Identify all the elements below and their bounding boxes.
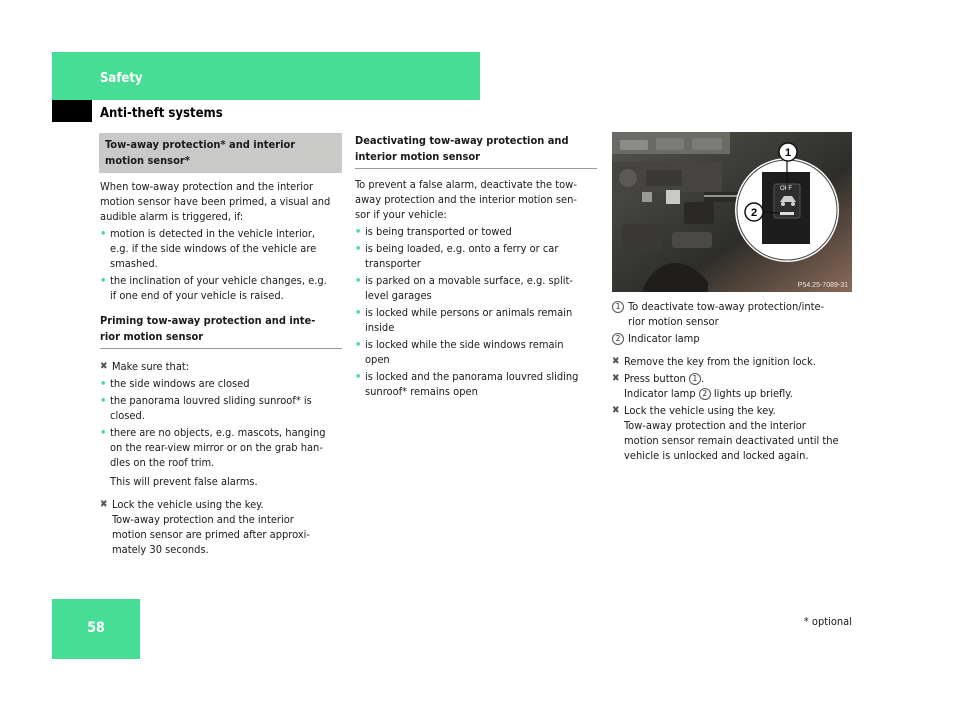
callout-2: 2: [750, 207, 758, 219]
bullet-item: • the panorama louvred sliding sunroof* is closed.: [100, 393, 342, 423]
intro-line: When tow-away protection and the interior: [100, 180, 314, 193]
intro-line: To prevent a false alarm, deactivate the tow-: [355, 178, 577, 191]
dashboard-photo: [612, 132, 852, 292]
legend-item: 1 To deactivate tow-away protection/inte- rior motion sensor: [612, 299, 854, 329]
tow-away-heading: Tow-away protection* and interior motion sensor*: [99, 133, 342, 173]
bullet-item: • motion is detected in the vehicle interior, e.g. if the side windows of the vehicle are smashed.: [100, 226, 342, 271]
step-item: ✖ Press button 1 . Indicator lamp 2 lights up briefly.: [612, 372, 793, 400]
column-right: [612, 299, 854, 463]
section-title: Safety: [100, 71, 143, 86]
bullet-item: • is locked while persons or animals remain inside: [355, 305, 597, 335]
column-left: [100, 133, 342, 557]
photo-code: P54.25-7089-31: [797, 282, 848, 289]
bullet-item: • is being loaded, e.g. onto a ferry or car transporter: [355, 241, 597, 271]
dashboard-illustration: [612, 132, 852, 292]
bullet-item: • the side windows are closed: [100, 376, 342, 391]
bullet-item: • the inclination of your vehicle changes, e.g. if one end of your vehicle is raised.: [100, 273, 342, 303]
intro-line: motion sensor have been primed, a visual and: [100, 195, 331, 208]
bullet-item: • is locked while the side windows remain open: [355, 337, 597, 367]
footnote: * optional: [803, 615, 852, 628]
column-middle: [355, 133, 597, 399]
priming-heading: Priming tow-away protection and inte- rior motion sensor: [100, 313, 342, 349]
bullet-item: • is parked on a movable surface, e.g. split- level garages: [355, 273, 597, 303]
bullet-item: • is locked and the panorama louvred sliding sunroof* remains open: [355, 369, 597, 399]
intro-line: away protection and the interior motion sen-: [355, 193, 577, 206]
intro-line: sor if your vehicle:: [355, 208, 447, 221]
step-arrow-icon: ✖: [612, 356, 620, 367]
button-1-ref: 1: [689, 373, 701, 385]
chapter-title: Anti-theft systems: [100, 106, 223, 121]
step-arrow-icon: ✖: [100, 499, 108, 510]
bullet-item: • there are no objects, e.g. mascots, hanging on the rear-view mirror or on the grab han- dles on the roof trim. This will prevent false alarms.: [100, 425, 342, 489]
step-item: ✖ Make sure that:: [100, 360, 190, 373]
intro-line: audible alarm is triggered, if:: [100, 210, 244, 223]
deactivating-heading: Deactivating tow-away protection and interior motion sensor: [355, 133, 597, 169]
bullet-item: • is being transported or towed: [355, 224, 597, 239]
step-arrow-icon: ✖: [612, 373, 620, 384]
page-number: 58: [87, 620, 105, 636]
chapter-marker: [52, 100, 92, 122]
legend-item: 2 Indicator lamp: [612, 331, 854, 346]
switch-off-label: OFF: [780, 186, 792, 192]
step-item: ✖ Lock the vehicle using the key. Tow-away protection and the interior motion sensor are primed after approxi- mately 30 seconds.: [100, 498, 310, 556]
step-item: ✖ Lock the vehicle using the key. Tow-away protection and the interior motion sensor remain deactivated until the vehicle is unlocked and locked again.: [612, 404, 839, 462]
lamp-2-ref: 2: [699, 388, 711, 400]
step-arrow-icon: ✖: [612, 405, 620, 416]
callout-1: 1: [784, 147, 792, 159]
step-arrow-icon: ✖: [100, 361, 108, 372]
step-item: ✖ Remove the key from the ignition lock.: [612, 355, 816, 368]
